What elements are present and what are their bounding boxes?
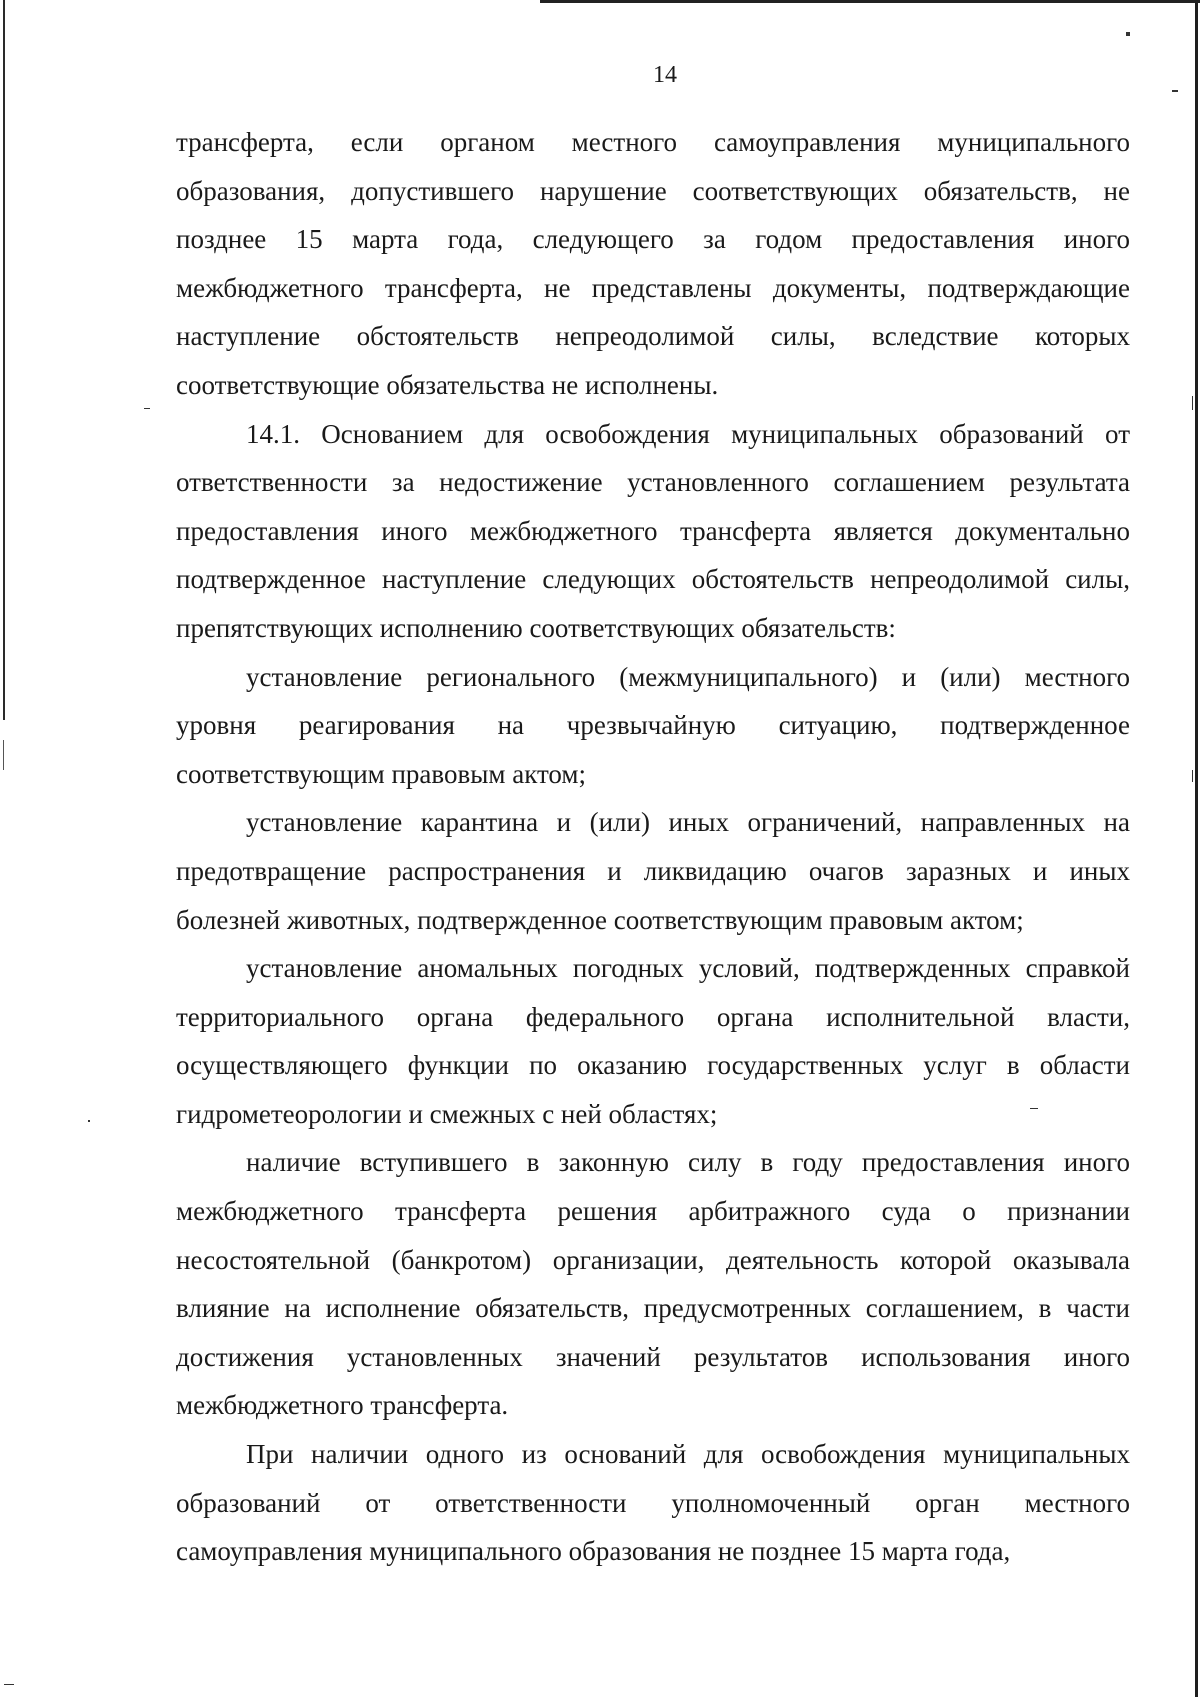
scan-speck — [1192, 396, 1193, 410]
page-number: 14 — [653, 62, 677, 88]
list-item-weather: установление аномальных погодных условий, подтвержденных справкой территориального органа федерального органа исполнительной власти, осуществляющего функции по оказанию государственных услуг в области гидрометеорологии и смежных с ней областях; — [176, 953, 1130, 1129]
list-item-bankruptcy: наличие вступившего в законную силу в году предоставления иного межбюджетного трансферта решения арбитражного суда о признании несостоятельной (банкротом) организации, деятельность которой оказывала влияние на исполнение обязательств, предусмотренных соглашением, в части достижения установленных значений результатов использования иного межбюджетного трансферта. — [176, 1147, 1130, 1421]
list-item-quarantine: установление карантина и (или) иных ограничений, направленных на предотвращение распространения и ликвидацию очагов заразных и иных болезней животных, подтвержденное соответствующим правовым актом; — [176, 807, 1130, 935]
scan-edge-top — [540, 0, 1200, 3]
scan-speck — [88, 1120, 90, 1122]
scan-speck — [1172, 90, 1178, 92]
scan-speck — [144, 408, 150, 409]
scan-edge-right — [1195, 0, 1198, 1697]
scan-speck — [4, 1684, 14, 1685]
scan-speck — [1126, 32, 1130, 36]
scan-edge-left — [3, 0, 5, 720]
scan-edge-left-fragment — [3, 740, 4, 770]
paragraph-exemption-procedure: При наличии одного из оснований для освобождения муниципальных образований от ответственности уполномоченный орган местного самоуправления муниципального образования не позднее 15 марта года, — [176, 1439, 1130, 1567]
document-body — [176, 118, 1130, 1576]
paragraph-14-1: 14.1. Основанием для освобождения муниципальных образований от ответственности за недостижение установленного соглашением результата предоставления иного межбюджетного трансферта является документально подтвержденное наступление следующих обстоятельств непреодолимой силы, препятствующих исполнению соответствующих обязательств: — [176, 418, 1130, 643]
scan-speck — [1192, 770, 1193, 782]
paragraph-continuation: трансферта, если органом местного самоуправления муниципального образования, допустившего нарушение соответствующих обязательств, не позднее 15 марта года, следующего за годом предоставления иного межбюджетного трансферта, не представлены документы, подтверждающие наступление обстоятельств непреодолимой силы, вследствие которых соответствующие обязательства не исполнены. — [176, 127, 1130, 400]
list-item-emergency: установление регионального (межмуниципального) и (или) местного уровня реагирования на чрезвычайную ситуацию, подтвержденное соответствующим правовым актом; — [176, 661, 1130, 789]
